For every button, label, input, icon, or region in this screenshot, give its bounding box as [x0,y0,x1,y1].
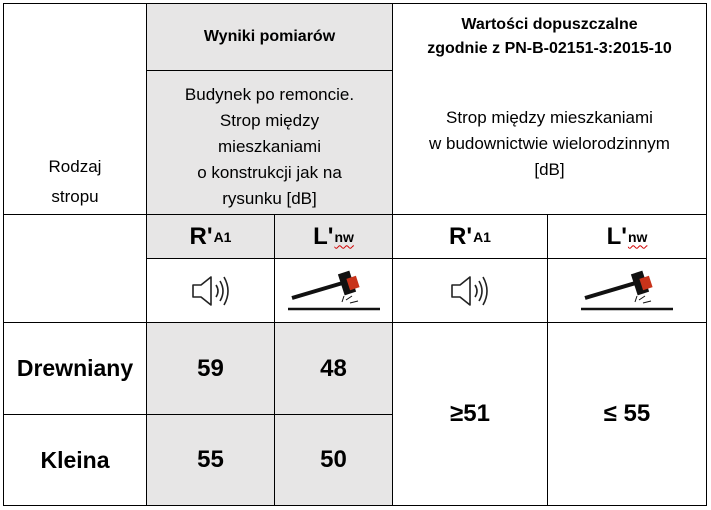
wyniki-description: Budynek po remoncie. Strop między mieszkaniami o konstrukcji jak na rysunku [dB] [184,85,355,208]
hammer-impact-icon [548,259,706,322]
speaker-icon [393,259,547,322]
symbol-l-nw-wyniki: L' nw [313,222,354,250]
limit-l-nw: ≤ 55 [603,400,651,427]
value-r-drewniany: 59 [197,354,224,382]
row-label-drewniany: Drewniany [16,355,134,381]
rodzaj-stropu-label [4,150,146,214]
speaker-icon [147,259,274,322]
wartosci-header [393,4,706,70]
symbol-l-nw-wartosci: L' nw [606,222,648,250]
wartosci-header-line2: zgodnie z PN-B-02151-3:2015-10 [427,40,672,57]
rodzaj-line1: Rodzaj [48,157,102,176]
value-l-drewniany: 48 [320,354,347,382]
row-label-kleina: Kleina [40,446,110,473]
value-l-kleina: 50 [320,446,347,473]
limit-r-a1: ≥51 [450,400,490,427]
rodzaj-line2: stropu [51,187,99,206]
value-r-kleina: 55 [197,446,224,473]
wyniki-header: Wyniki pomiarów [203,28,336,45]
wartosci-description: Strop między mieszkaniami w budownictwie wielorodzinnym [dB] [429,108,670,179]
hammer-impact-icon [275,259,392,322]
wartosci-header-line1: Wartości dopuszczalne [461,16,638,33]
symbol-r-a1-wyniki: R' A1 [189,222,232,250]
symbol-r-a1-wartosci: R' A1 [449,222,491,250]
